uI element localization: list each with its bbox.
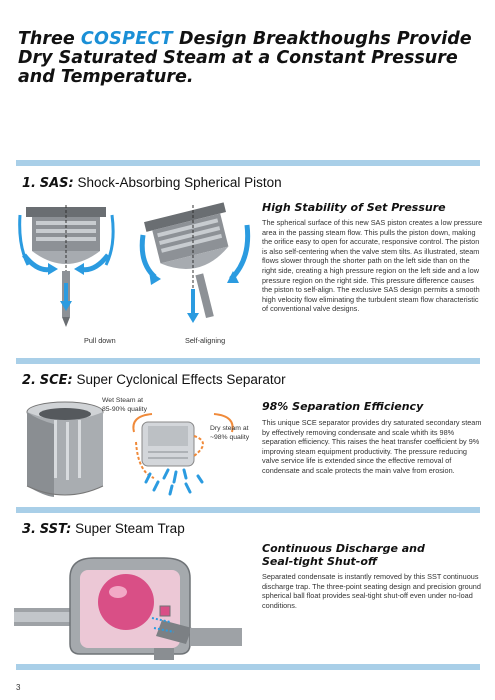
sce-separator-photo — [24, 400, 106, 504]
section-number: 1. — [22, 176, 36, 191]
sst-steam-trap-illustration — [14, 548, 242, 660]
dry-steam-label-line1: Dry steam at — [210, 425, 249, 432]
sas-piston-illustration-right — [135, 205, 253, 340]
section-divider — [16, 160, 480, 166]
sce-body-text: This unique SCE separator provides dry saturated secondary steam by effectively removing condensate and scale whith its 98% separation efficiency. This raises the heat transfer coefficient by 9% improving steam equipment productivity. The pressure reducing valve service life is extended since the effective removal of condensate and scale protects the main valve from erosion. — [262, 418, 482, 475]
sas-body-text: The spherical surface of this new SAS piston creates a low pressure area in the passing steam flow. This pulls the piston down, making the orifice easy to open for accurate, responsive control. The piston is also self-centering when the valve stem tilts. As illustrated, steam flows slower through the shorter path on the left side than on the right side, creating a high pressure region on the left side and a low pressure region on the right side. This pressure difference causes the piston to self-align. The exclusive SAS design permits a smooth high velocity flow eliminating the turbulent steam flow characteristic of conventional valve designs. — [262, 218, 483, 314]
section-name: Super Steam Trap — [75, 521, 185, 536]
sas-piston-illustration-left — [18, 205, 123, 340]
section-abbr: SAS: — [39, 176, 74, 191]
section-divider — [16, 664, 480, 670]
section-heading-sce — [22, 372, 286, 388]
dry-steam-label-line2: ~98% quality — [210, 433, 250, 441]
sst-subheading-line1: Continuous Discharge and — [262, 542, 425, 555]
title-rest: Design Breakthoughs Provide Dry Saturated Steam at a Constant Pressure and Temperature. — [18, 29, 472, 87]
sce-subheading: 98% Separation Efficiency — [262, 400, 424, 413]
section-name: Shock-Absorbing Spherical Piston — [77, 175, 282, 190]
wet-steam-label-line2: 85-90% quality — [102, 405, 147, 413]
sas-subheading: High Stability of Set Pressure — [262, 201, 446, 214]
wet-steam-label-line1: Wet Steam at — [102, 397, 144, 404]
section-heading-sst — [22, 521, 185, 537]
dry-steam-label — [210, 425, 249, 442]
section-number: 2. — [22, 373, 36, 388]
sst-body-text: Separated condensate is instantly removed by this SST continuous discharge trap. The three-point seating design and precision ground spherical ball float provides seal-tight shut-off even under no-load conditions. — [262, 572, 481, 610]
brand-name: COSPECT — [80, 29, 173, 49]
title-prefix: Three — [18, 29, 75, 49]
section-number: 3. — [22, 522, 36, 537]
section-heading-sas — [22, 175, 282, 191]
page-number: 3 — [16, 683, 21, 692]
section-divider — [16, 358, 480, 364]
caption-self-aligning: Self-aligning — [185, 336, 226, 345]
sst-subheading — [262, 542, 482, 568]
section-abbr: SCE: — [39, 373, 73, 388]
page-title — [18, 30, 478, 87]
section-abbr: SST: — [39, 522, 72, 537]
section-name: Super Cyclonical Effects Separator — [76, 372, 286, 387]
section-divider — [16, 507, 480, 513]
sst-subheading-line2: Seal-tight Shut-off — [262, 555, 378, 568]
caption-pull-down: Pull down — [84, 336, 116, 345]
